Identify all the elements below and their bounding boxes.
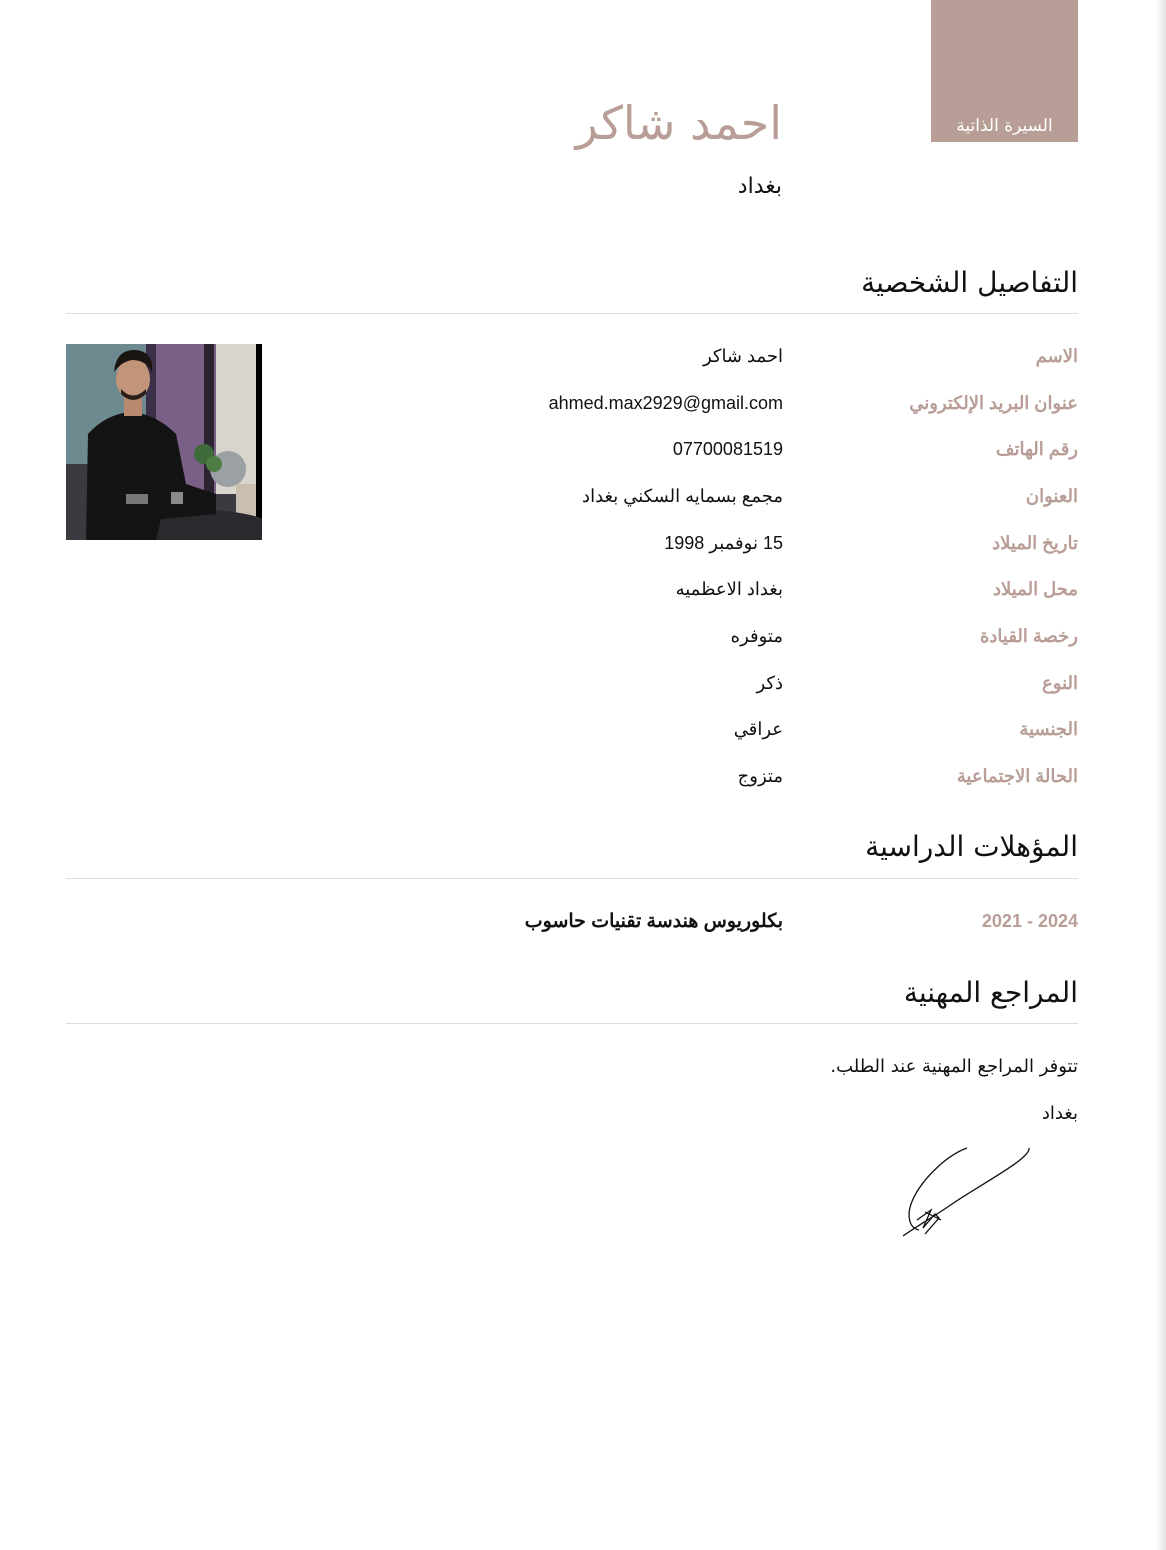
personal-details-heading: التفاصيل الشخصية: [861, 266, 1078, 299]
references-text: تتوفر المراجع المهنية عند الطلب.: [830, 1056, 1078, 1077]
detail-label: الحالة الاجتماعية: [956, 766, 1078, 786]
detail-label: محل الميلاد: [993, 579, 1078, 599]
detail-value: احمد شاكر: [702, 346, 783, 366]
profile-photo: [66, 344, 262, 540]
education-heading: المؤهلات الدراسية: [865, 830, 1078, 863]
detail-value: متوفره: [730, 626, 783, 646]
email-value: ahmed.max2929@gmail.com: [548, 393, 783, 413]
detail-value: متزوج: [737, 766, 783, 786]
detail-value: بغداد الاعظميه: [675, 579, 783, 599]
detail-label: رخصة القيادة: [979, 626, 1078, 646]
detail-value: مجمع بسمايه السكني بغداد: [582, 486, 783, 506]
header-city: بغداد: [737, 174, 782, 199]
detail-value: 15 نوفمبر 1998: [664, 533, 783, 553]
signature-place: بغداد: [1041, 1103, 1078, 1124]
section-divider: [66, 1023, 1078, 1024]
detail-label: عنوان البريد الإلكتروني: [909, 393, 1078, 413]
detail-label: تاريخ الميلاد: [992, 533, 1078, 553]
section-divider: [66, 313, 1078, 314]
detail-label: رقم الهاتف: [995, 439, 1078, 459]
cv-badge: [931, 0, 1078, 142]
detail-label: العنوان: [1025, 486, 1078, 506]
references-heading: المراجع المهنية: [903, 976, 1078, 1009]
detail-label: الجنسية: [1019, 719, 1078, 739]
detail-label: الاسم: [1035, 346, 1078, 366]
phone-value: 07700081519: [672, 439, 783, 459]
handwritten-signature: [895, 1142, 1035, 1242]
detail-value: ذكر: [756, 673, 783, 693]
full-name-title: احمد شاكر: [575, 96, 782, 150]
cv-badge-label: السيرة الذاتية: [956, 116, 1053, 136]
section-divider: [66, 878, 1078, 879]
education-degree: بكلوريوس هندسة تقنيات حاسوب: [524, 911, 783, 932]
detail-value: عراقي: [733, 719, 783, 739]
detail-label: النوع: [1042, 673, 1078, 693]
education-dates: 2021 - 2024: [981, 911, 1078, 931]
page-edge-shadow: [1156, 0, 1166, 1550]
